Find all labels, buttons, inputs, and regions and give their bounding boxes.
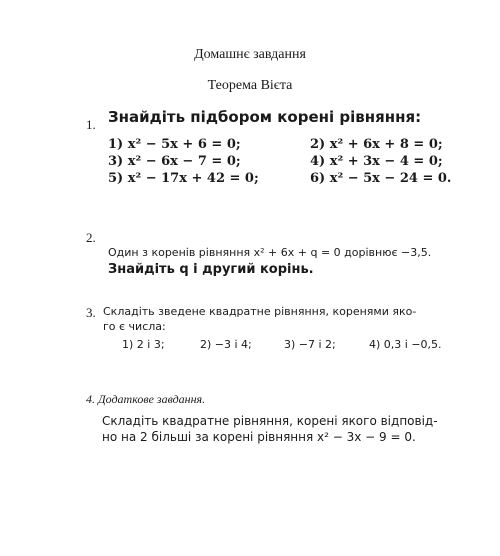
task2-question: Знайдіть q і другий корінь. xyxy=(108,262,314,277)
task3-condition-line2: го є числа: xyxy=(103,320,166,333)
equation-3: 3) x² − 6x − 7 = 0; xyxy=(108,154,241,169)
equation-4: 4) x² + 3x − 4 = 0; xyxy=(310,154,443,169)
task3-option-4: 4) 0,3 і −0,5. xyxy=(369,338,442,351)
equation-1: 1) x² − 5x + 6 = 0; xyxy=(108,137,241,152)
task4-condition-line1: Складіть квадратне рівняння, корені якого відповід- xyxy=(102,414,438,428)
task4-heading: 4. Додаткове завдання. xyxy=(86,392,206,406)
task3-condition-line1: Складіть зведене квадратне рівняння, коренями яко- xyxy=(103,305,417,318)
page-title: Домашнє завдання xyxy=(194,47,306,62)
task3-number: 3. xyxy=(86,305,96,320)
equation-2: 2) x² + 6x + 8 = 0; xyxy=(310,137,443,152)
task3-option-2: 2) −3 і 4; xyxy=(200,338,252,351)
task4-condition-line2: но на 2 більші за корені рівняння x² − 3x − 9 = 0. xyxy=(102,430,416,444)
task2-condition: Один з коренів рівняння x² + 6x + q = 0 дорівнює −3,5. xyxy=(108,246,432,259)
equation-6: 6) x² − 5x − 24 = 0. xyxy=(310,171,452,186)
task2-number: 2. xyxy=(86,230,96,245)
task1-prompt: Знайдіть підбором корені рівняння: xyxy=(108,108,422,126)
equation-5: 5) x² − 17x + 42 = 0; xyxy=(108,171,259,186)
task3-option-1: 1) 2 і 3; xyxy=(122,338,165,351)
page-subtitle: Теорема Вієта xyxy=(207,78,293,93)
task1-number: 1. xyxy=(86,117,96,132)
task3-option-3: 3) −7 і 2; xyxy=(284,338,336,351)
